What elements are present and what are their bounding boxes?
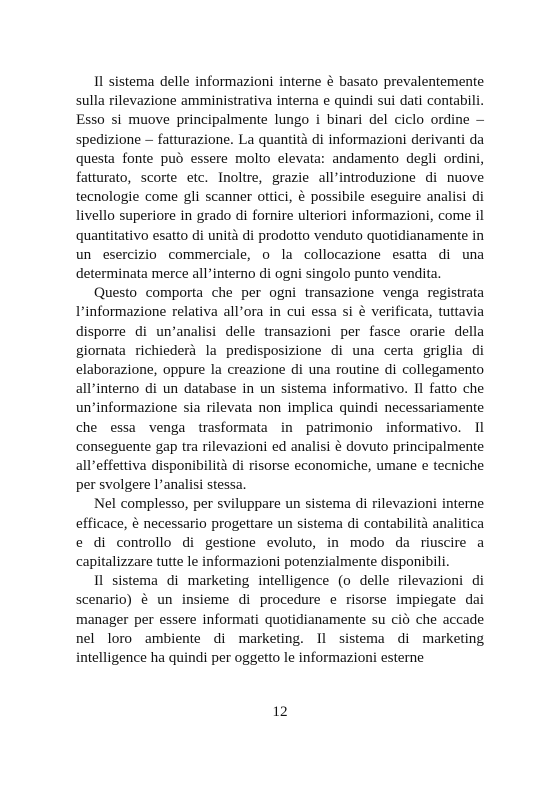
paragraph-transazioni: Questo comporta che per ogni transazione venga registrata l’informazione relativa all’ora in cui essa si è verificata, tuttavia disporre di un’analisi delle transazioni per fasce orarie della giornata richiederà la predisposizione di una certa griglia di elaborazione, oppure la creazione di una routine di collegamento all’interno di un database in un sistema informativo. Il fatto che un’informazione sia rilevata non implica quindi necessariamente che essa venga trasformata in patrimonio informativo. Il conseguente gap tra rilevazioni ed analisi è dovuto principalmente all’effettiva disponibilità di risorse economiche, umane e tecniche per svolgere l’analisi stessa.	[76, 284, 484, 494]
paragraph-informazioni-interne: Il sistema delle informazioni interne è basato prevalentemente sulla rilevazione amministrativa interna e quindi sui dati contabili. Esso si muove principalmente lungo i binari del ciclo ordine – spedizione – fatturazione. La quantità di informazioni derivanti da questa fonte può essere molto elevata: andamento degli ordini, fatturato, scorte etc. Inoltre, grazie all’introduzione di nuove tecnologie come gli scanner ottici, è possibile eseguire analisi di livello superiore in grado di fornire ulteriori informazioni, come il quantitativo esatto di unità di prodotto venduto quotidianamente in un esercizio commerciale, o la collocazione esatta di una determinata merce all’interno di ogni singolo punto vendita.	[76, 73, 484, 283]
paragraph-marketing-intelligence: Il sistema di marketing intelligence (o delle rilevazioni di scenario) è un insieme di procedure e risorse impiegate dai manager per essere informati quotidianamente su ciò che accade nel loro ambiente di marketing. Il sistema di marketing intelligence ha quindi per oggetto le informazioni esterne	[76, 572, 484, 667]
page-number: 12	[272, 703, 288, 720]
body-text	[76, 72, 484, 667]
paragraph-nel-complesso: Nel complesso, per sviluppare un sistema di rilevazioni interne efficace, è necessario progettare un sistema di contabilità analitica e di controllo di gestione evoluto, in modo da riuscire a capitalizzare tutte le informazioni potenzialmente disponibili.	[76, 495, 484, 571]
